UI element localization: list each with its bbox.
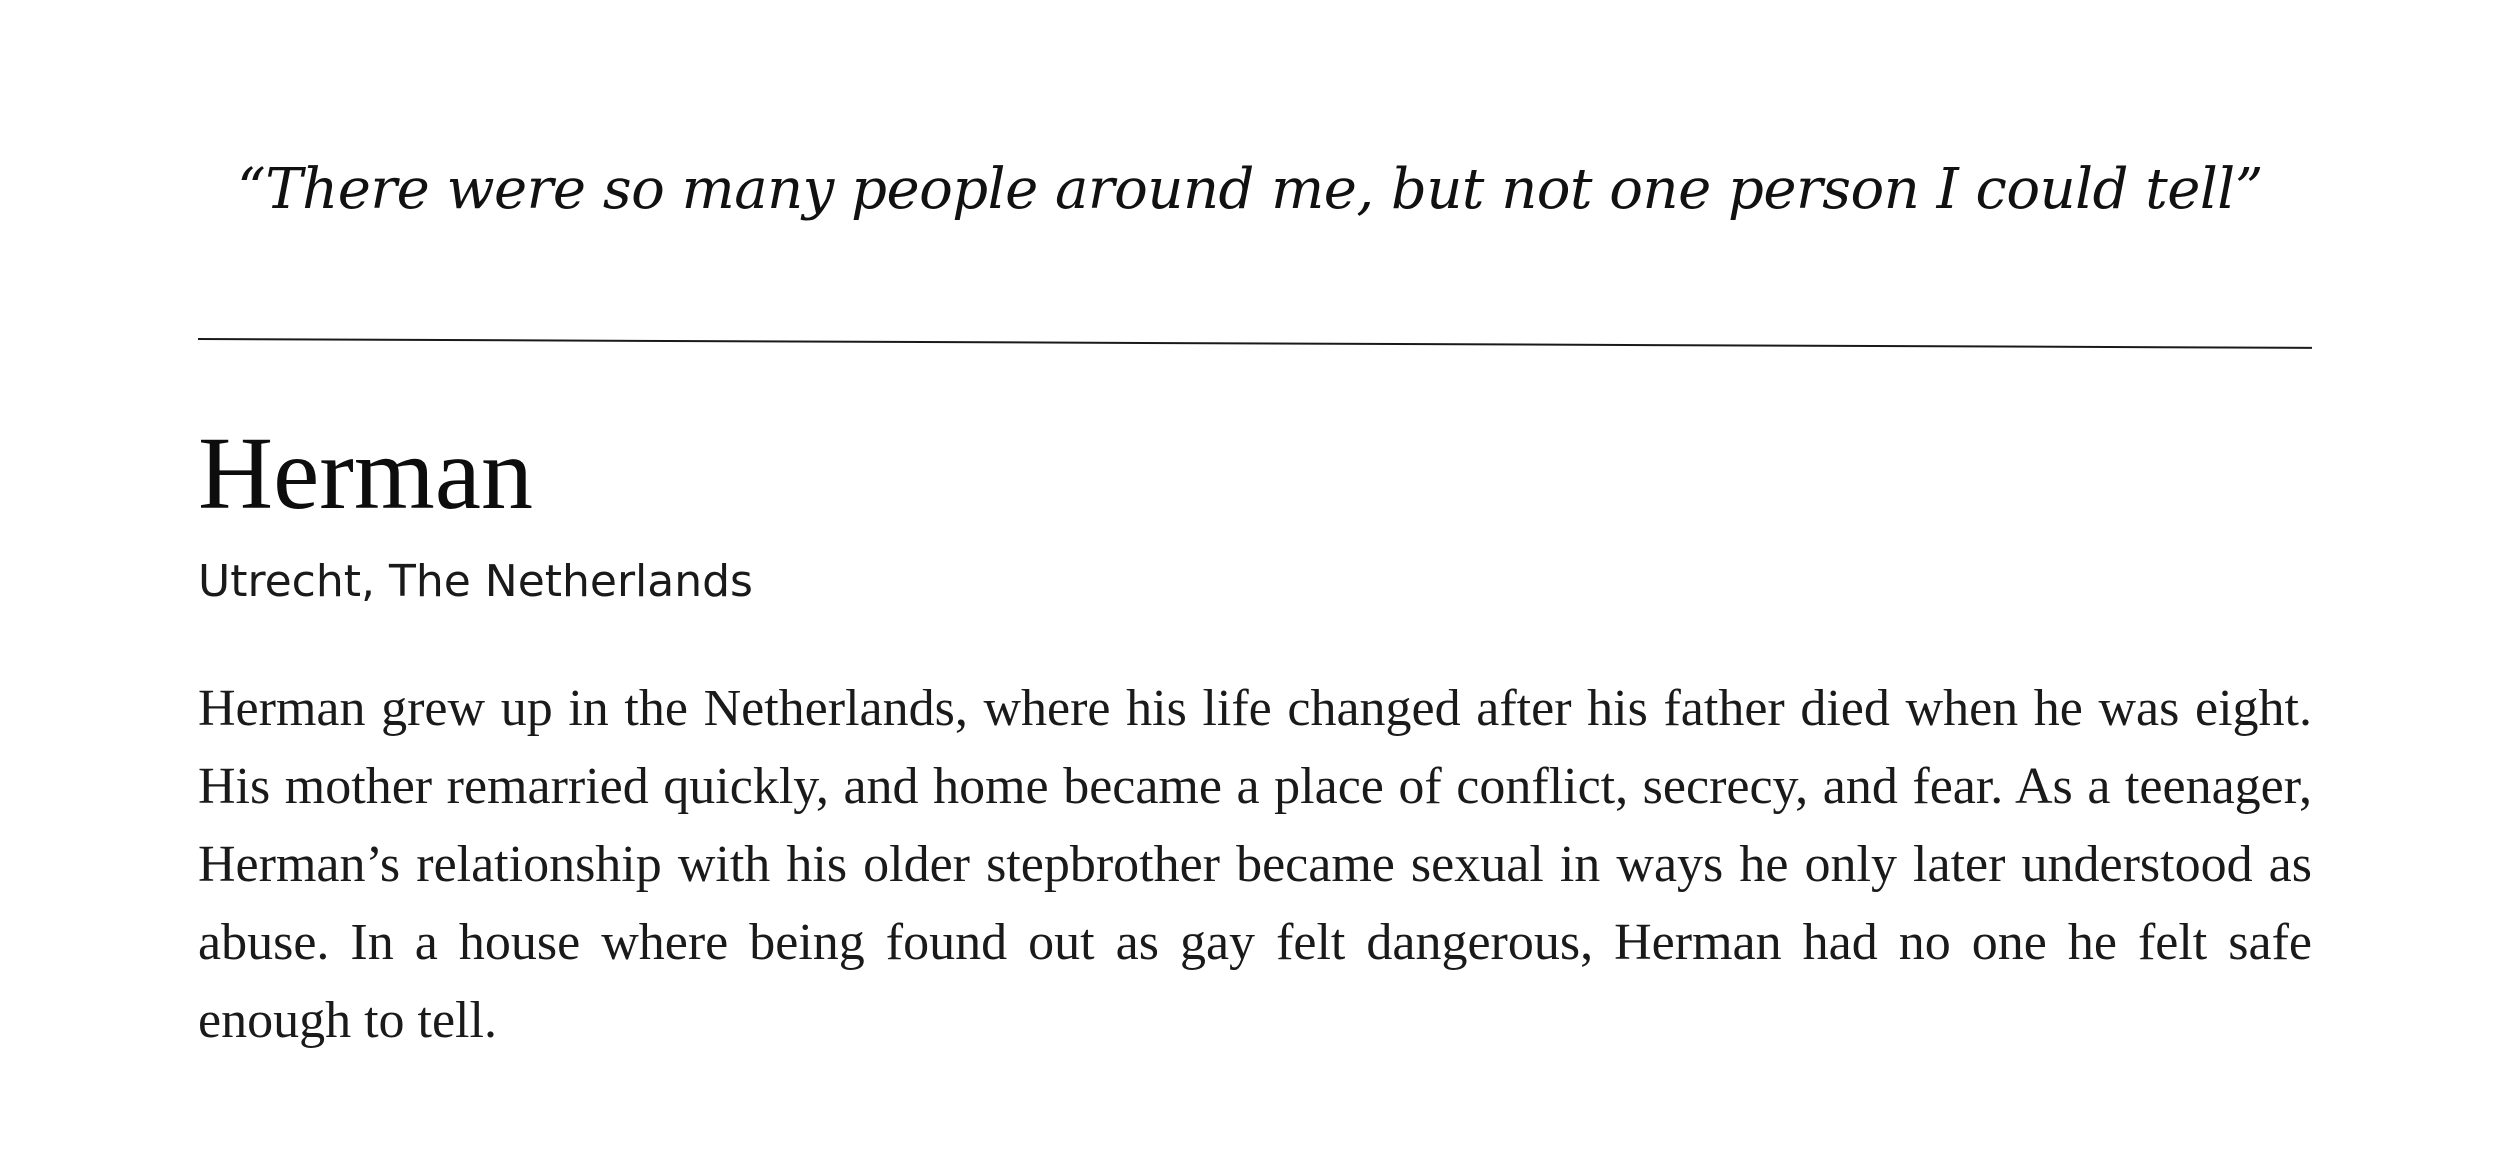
section-divider: [198, 338, 2312, 349]
person-bio: Herman grew up in the Netherlands, where his life changed after his father died when he was eight. His mother remarried quickly, and home became a place of conflict, secrecy, and fear. As a teenager, Herman’s relationship with his older stepbrother became sexual in ways he only later understood as abuse. In a house where being found out as gay felt dangerous, Herman had no one he felt safe enough to tell.: [198, 680, 2312, 1049]
profile-section: [198, 410, 2312, 1060]
pull-quote: [0, 150, 2500, 230]
person-location: Utrecht, The Netherlands: [198, 556, 753, 607]
pull-quote-text: “There were so many people around me, but not one person I could tell”: [237, 157, 2263, 222]
person-name: Herman: [198, 416, 533, 531]
